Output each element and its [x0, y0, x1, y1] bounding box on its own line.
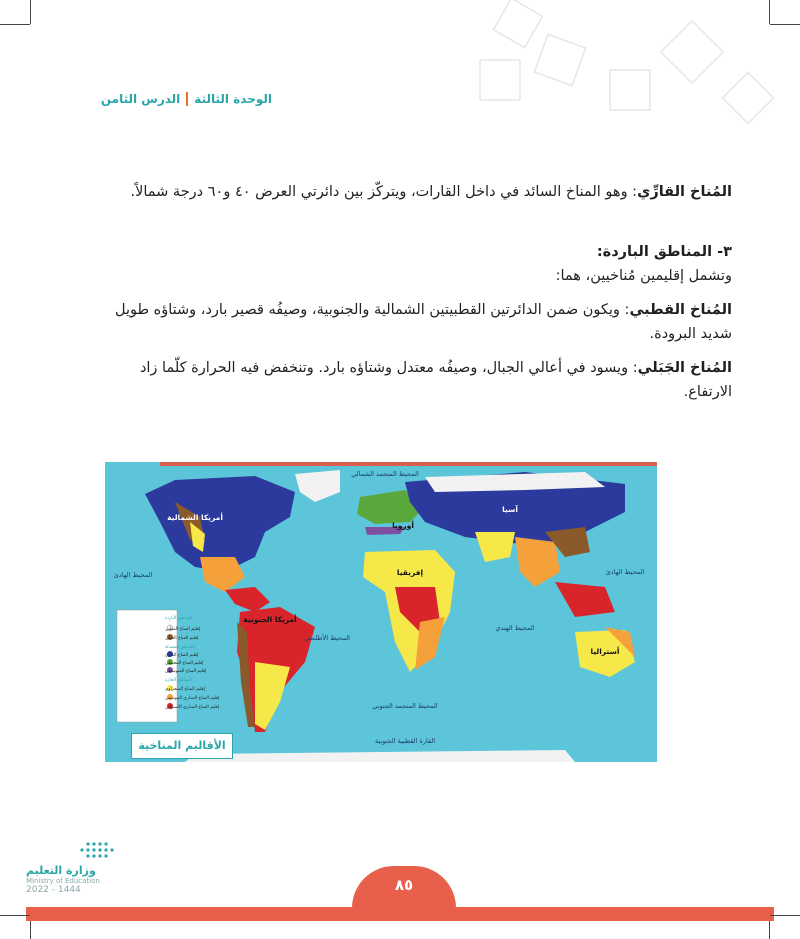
legend-mountain: إقليم المناخ الجبلي [165, 636, 199, 641]
ministry-year: 2022 - 1444 [26, 885, 81, 895]
header-separator [186, 92, 188, 106]
legend-oceanic: إقليم المناخ المحيطي [165, 661, 204, 666]
decorative-pattern [440, 0, 800, 140]
label-asia: آسيا [502, 505, 518, 514]
label-australia: أستراليا [590, 647, 620, 656]
continental-text: : وهو المناخ السائد في داخل القارات، ويتركّز بين دائرتي العرض ٤٠ و٦٠ درجة شمالاً. [130, 184, 638, 200]
label-indian: المحيط الهندي [495, 624, 535, 632]
crop-mark [0, 24, 30, 25]
legend-desert: إقليم المناخ الصحراوي [165, 687, 205, 692]
crop-mark [30, 0, 31, 24]
ministry-logo [26, 840, 176, 895]
cold-heading: ٣- المناطق الباردة: [596, 244, 732, 260]
label-atlantic: المحيط الأطلسي [304, 634, 350, 642]
label-europe: أوروبا [392, 521, 414, 530]
polar-text: : ويكون ضمن الدائرتين القطبيتين الشمالية والجنوبية، وصيفُه قصير بارد، وشتاؤه طويل شديد البرودة. [114, 302, 732, 342]
legend-continental: إقليم المناخ القاري [165, 653, 199, 658]
label-north-america: أمريكا الشمالية [167, 513, 223, 522]
label-antarctica: القارة القطبية الجنوبية [374, 737, 436, 745]
ministry-name-ar: وزارة التعليم [26, 864, 96, 877]
climate-world-map [105, 462, 657, 762]
label-pacific-left: المحيط الهادئ [113, 571, 153, 579]
cold-intro: وتشمل إقليمين مُناخيين، هما: [555, 268, 732, 284]
page-header [92, 92, 272, 106]
legend-cold-title: المناطق الباردة [165, 616, 193, 621]
label-africa: إفريقيا [396, 568, 424, 577]
label-south-america: أمريكا الجنوبية [243, 615, 297, 624]
ministry-name-en: Ministry of Education [26, 877, 100, 885]
label-arctic-ocean: المحيط المتجمد الشمالي [351, 470, 419, 478]
label-pacific-right: المحيط الهادئ [605, 568, 645, 576]
crop-mark [0, 915, 30, 916]
legend-temperate-title: المناطق المعتدلة [165, 645, 196, 650]
continental-term: المُناخ القارِّي [637, 184, 732, 200]
crop-mark [769, 921, 770, 939]
map-caption: الأقاليم المناخية [131, 733, 233, 759]
legend-equatorial: إقليم المناخ المداري الاستوائي [165, 705, 219, 710]
legend-polar: إقليم المناخ القطبي [165, 627, 201, 632]
mountain-text: : ويسود في أعالي الجبال، وصيفُه معتدل وشتاؤه بارد. وتنخفض فيه الحرارة كلّما زاد الارتفاع. [139, 360, 732, 400]
lesson-title: الدرس الثامن [100, 92, 181, 106]
footer-bar [26, 907, 774, 921]
crop-mark [30, 921, 31, 939]
label-southern-ocean: المحيط المتجمد الجنوبي [372, 702, 438, 710]
unit-title: الوحدة الثالثة [194, 92, 272, 106]
polar-term: المُناخ القطبي [629, 302, 732, 318]
legend-mediterranean: إقليم المناخ المتوسطي [165, 669, 207, 674]
crop-mark [770, 915, 800, 916]
mountain-paragraph [92, 356, 732, 404]
ministry-dots-icon [26, 840, 116, 860]
legend-monsoon: إقليم المناخ المداري الموسمي [165, 696, 220, 701]
polar-paragraph [92, 298, 732, 346]
legend-hot-title: المناطق الحارة [165, 678, 192, 683]
continental-paragraph [92, 180, 732, 204]
mountain-term: المُناخ الجَبَلي [637, 360, 732, 376]
page-number: ٨٥ [394, 876, 414, 894]
